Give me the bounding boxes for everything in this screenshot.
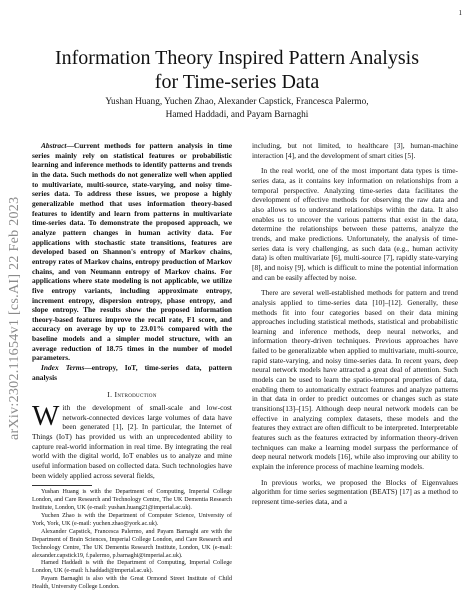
arxiv-identifier-stamp: arXiv:2302.11654v1 [cs.AI] 22 Feb 2023 — [7, 196, 22, 440]
authors-line-1: Yushan Huang, Yuchen Zhao, Alexander Capstick, Francesca Palermo, — [105, 97, 369, 107]
intro-text: ith the development of small-scale and low-cost network-connected devices large volumes of data have been generated [1], [2]. In particular, the Internet of Things (IoT) has provided us with an unprecedented ability to capture real-world information in real time. By integrating the real world with the digital world, IoT enables us to analyze and mine useful information based on collected data. Such technologies have been widely applied across several fields, — [32, 403, 232, 480]
authors-line-2: Hamed Haddadi, and Payam Barnaghi — [165, 109, 309, 120]
abstract-label: Abstract — [41, 141, 67, 150]
index-terms-text: —entropy, IoT, time-series data, pattern analysis — [32, 363, 232, 382]
footnote-affiliation: Alexander Capstick, Francesca Palermo, and Payam Barnaghi are with the Department of Brain Sciences, Imperial College London, and Care Research and Technology Centre, The UK Dementia Research Institute, London, UK (e-mail: alexander.capstick19, f.palermo, p.barnaghi@imperial.ac.uk). — [32, 528, 232, 559]
abstract — [32, 141, 232, 363]
section-heading-introduction: I. Introduction — [107, 390, 157, 400]
footnote-affiliation: Yuchen Zhao is with the Department of Computer Science, University of York, York, UK (e-mail: yuchen.zhao@york.ac.uk). — [32, 513, 232, 527]
intro-paragraph — [32, 400, 232, 480]
abstract-text: —Current methods for pattern analysis in time series mainly rely on statistical features or probabilistic learning and inference methods to identify patterns and trends in the data. Such methods do not generalize well when applied to multivariate, multi-source, state-varying, and noisy time-series data. To address these issues, we propose a highly generalizable method that uses information theory-based features to identify and learn from patterns in multivariate time-series data. To demonstrate the proposed approach, we analyze pattern changes in human activity data. For applications with stochastic state transitions, features are developed based on Shannon's entropy of Markov chains, entropy rates of Markov chains, entropy production of Markov chains, and von Neumann entropy of Markov chains. For applications where state modeling is not applicable, we utilize five entropy variants, including approximate entropy, increment entropy, dispersion entropy, phase entropy, and slope entropy. The results show the proposed information theory-based features improve the recall rate, F1 score, and accuracy on average by up to 23.01% compared with the baseline models and a simpler model structure, with an average reduction of 18.75 times in the number of model parameters. — [32, 141, 232, 363]
author-list — [50, 96, 424, 121]
footnote-affiliation: Hamed Haddadi is with the Department of Computing, Imperial College London, UK (e-mail: h.haddadi@imperial.ac.uk). — [32, 560, 232, 575]
index-terms — [32, 363, 232, 382]
left-column — [32, 141, 232, 592]
drop-cap: W — [32, 400, 60, 433]
paper-title — [20, 46, 454, 94]
body-paragraph: There are several well-established methods for pattern and trend analysis applied to time-series data [10]–[12]. Generally, these methods fit into four categories based on their data mining approaches including statistical methods, statistical and probabilistic learning and inference methods, deep neural networks, and information theory-driven techniques. Previous approaches have failed to be generalizable when applied to multivariate, multi-source, rapid state-varying, and noisy time-series data. In recent years, deep neural network models have attracted a great deal of attention. Such models can be used to learn the spatio-temporal properties of data, enabling them to automatically extract features and analyze patterns in that data in order to predict outcomes or changes such as state transitions[13]–[15]. Although deep neural network models can be effective in analyzing complex datasets, these models and the features they extract are often difficult to be interpreted. Interpretable features such as the features extracted by information theory-driven techniques can make a learning model surpass the performance of deep neural network models [16], while also improving our ability to explain the inference process of machine learning models. — [252, 288, 458, 471]
footnote-affiliation: Payam Barnaghi is also with the Great Ormond Street Institute of Child Health, University College London. — [32, 576, 232, 591]
title-line-1: Information Theory Inspired Pattern Analysis — [54, 47, 419, 69]
right-column — [252, 141, 458, 507]
footnote-rule — [32, 485, 92, 486]
body-paragraph: In previous works, we proposed the Blocks of Eigenvalues algorithm for time series segmentation (BEATS) [17] as a method to represent time-series data, and a — [252, 477, 458, 506]
index-terms-label: Index Terms — [41, 363, 85, 373]
body-paragraph: In the real world, one of the most important data types is time-series data, as it contains key information on relationships from a temporal perspective. Analyzing time-series data facilitates the development of effective methods for observing the raw data and also allows us to understand relationships within the data. It also enables us to uncover the various patterns that exist in the data, determine the relationships between these patterns, analyze the trends, and make predictions. Unfortunately, the analysis of time-series data is very challenging, as such data (e.g., human activity data) is often multivariate [6], multi-source [7], rapidly state-varying [8], and noisy [9], which is difficult to mine the potential information and can be easily affected by noise. — [252, 166, 458, 282]
title-line-2: for Time-series Data — [154, 71, 320, 93]
footnote-affiliation: Yushan Huang is with the Department of Computing, Imperial College London, and Care Research and Technology Centre, The UK Dementia Research Institute, London, UK (e-mail: yushan.huang21@imperial.ac.uk). — [32, 489, 232, 512]
page-number: 1 — [458, 9, 462, 17]
body-paragraph: including, but not limited, to healthcare [3], human-machine interaction [4], and the development of smart cities [5]. — [252, 141, 458, 160]
